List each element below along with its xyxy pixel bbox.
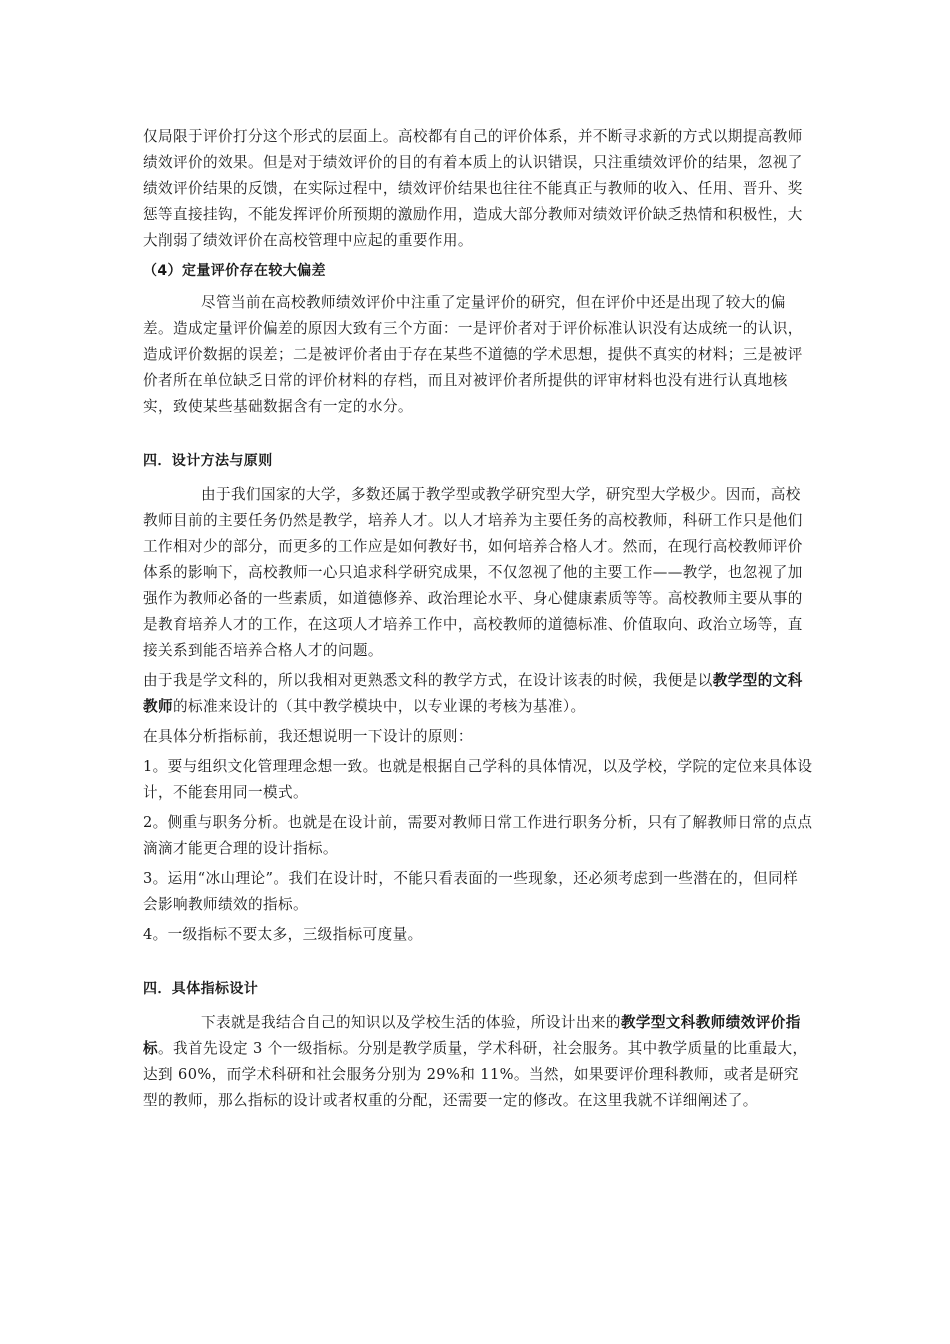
paragraph-university-context: 由于我们国家的大学，多数还属于教学型或教学研究型大学，研究型大学极少。因而，高校教师目前的主要任务仍然是教学，培养人才。以人才培养为主要任务的高校教师，科研工作只是他们工作相对少的部分，而更多的工作应是如何教好书，如何培养合格人才。然而，在现行高校教师评价体系的影响下，高校教师一心只追求科学研究成果，不仅忽视了他的主要工作——教学，也忽视了加强作为教师必备的一些素质，如道德修养、政治理论水平、身心健康素质等等。高校教师主要从事的是教育培养人才的工作，在这项人才培养工作中，高校教师的道德标准、价值取向、政治立场等，直接关系到能否培养合格人才的问题。 [143,486,803,659]
list-item-principle-3: 3。运用“冰山理论”。我们在设计时，不能只看表面的一些现象，还必须考虑到一些潜在的，但同样会影响教师绩效的指标。 [143,870,799,913]
paragraph-principles-intro: 在具体分析指标前，我还想说明一下设计的原则： [143,728,473,745]
paragraph-liberal-arts-basis: 由于我是学文科的，所以我相对更熟悉文科的教学方式，在设计该表的时候，我便是以教学型的文科教师的标准来设计的（其中教学模块中，以专业课的考核为基准）。 [143,672,803,715]
list-item-principle-1: 1。要与组织文化管理理念想一致。也就是根据自己学科的具体情况，以及学校，学院的定位来具体设计，不能套用同一模式。 [143,758,813,801]
bold-indicator-title: 教学型文科教师绩效评价指标 [143,1014,801,1057]
paragraph-indicator-design: 下表就是我结合自己的知识以及学校生活的体验，所设计出来的教学型文科教师绩效评价指标。我首先设定 3 个一级指标。分别是教学质量，学术科研，社会服务。其中教学质量的比重最大，达到 60%，而学术科研和社会服务分别为 29%和 11%。当然，如果要评价理科教师，或者是研究型的教师，那么指标的设计或者权重的分配，还需要一定的修改。在这里我就不详细阐述了。 [143,1014,808,1109]
paragraph-quantitative-bias: 尽管当前在高校教师绩效评价中注重了定量评价的研究，但在评价中还是出现了较大的偏差。造成定量评价偏差的原因大致有三个方面：一是评价者对于评价标准认识没有达成统一的认识，造成评价数据的误差；二是被评价者由于存在某些不道德的学术思想，提供不真实的材料；三是被评价者所在单位缺乏日常的评价材料的存档，而且对被评价者所提供的评审材料也没有进行认真地核实，致使某些基础数据含有一定的水分。 [143,294,803,415]
section-title-design-method: 四．设计方法与原则 [143,453,273,469]
document-body [143,124,813,1114]
subheading-quantitative-bias: （4）定量评价存在较大偏差 [143,263,326,279]
list-item-principle-2: 2。侧重与职务分析。也就是在设计前，需要对教师日常工作进行职务分析，只有了解教师日常的点点滴滴才能更合理的设计指标。 [143,814,813,857]
list-item-principle-4: 4。一级指标不要太多，三级指标可度量。 [143,926,423,943]
bold-teaching-liberal-arts: 教学型的文科教师 [143,672,803,715]
paragraph-intro: 仅局限于评价打分这个形式的层面上。高校都有自己的评价体系，并不断寻求新的方式以期提高教师绩效评价的效果。但是对于绩效评价的目的有着本质上的认识错误，只注重绩效评价的结果，忽视了绩效评价结果的反馈，在实际过程中，绩效评价结果也往往不能真正与教师的收入、任用、晋升、奖惩等直接挂钩，不能发挥评价所预期的激励作用，造成大部分教师对绩效评价缺乏热情和积极性，大大削弱了绩效评价在高校管理中应起的重要作用。 [143,128,803,249]
section-title-indicator-design: 四．具体指标设计 [143,981,259,997]
